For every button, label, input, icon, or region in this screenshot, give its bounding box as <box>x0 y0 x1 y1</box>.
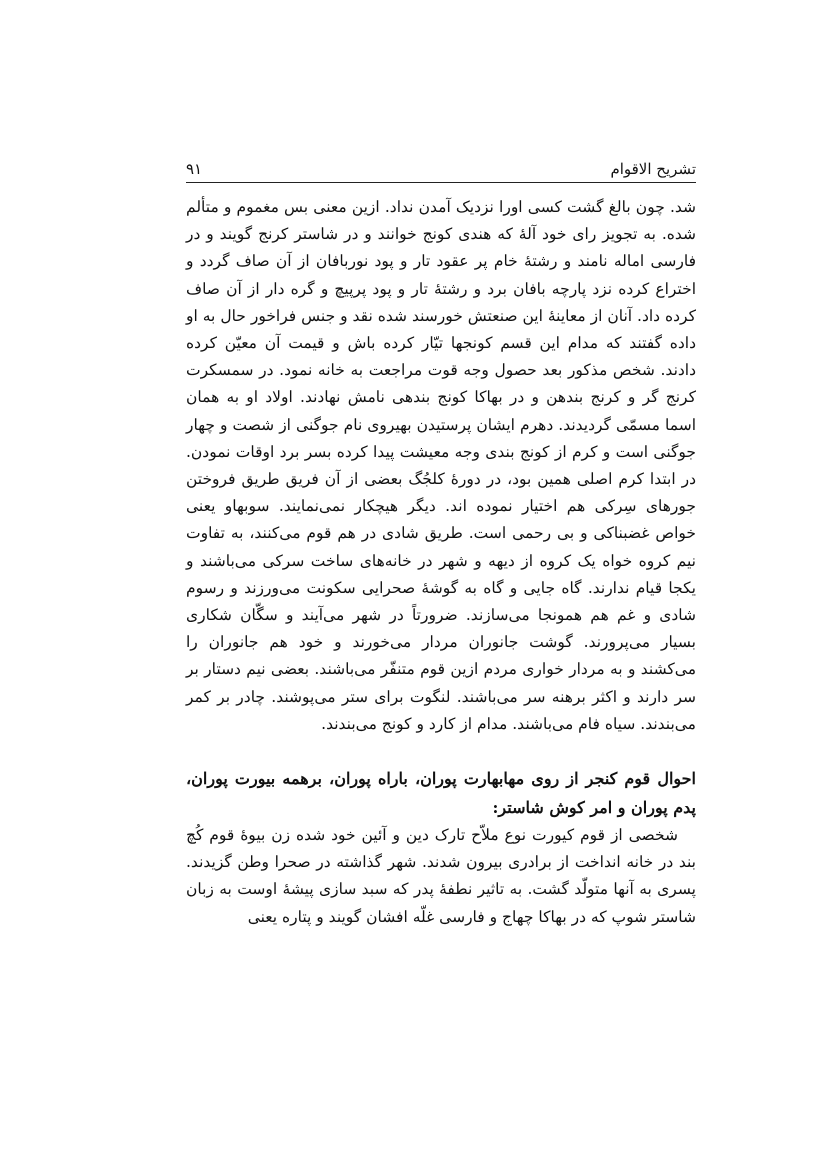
page-number: ۹۱ <box>186 160 203 178</box>
section-heading: احوال قوم کنجر از روی مهابهارت پوران، باراه پوران، برهمه بیورت پوران، پدم پوران و امر کوش شاستر: <box>186 769 696 818</box>
running-title: تشریح الاقوام <box>610 160 696 178</box>
running-header <box>186 148 696 183</box>
body-paragraph: شد. چون بالغ گشت کسی اورا نزدیک آمدن نداد. ازین معنی بس مغموم و متألم شده. به تجویز رای خود آلهٔ که هندی کونج خوانند و در شاستر کرنج گویند و در فارسی اماله نامند و رشتهٔ خام پر عقود تار و پود نوربافان از آن صاف گردد و اختراع کرده نزد پارچه بافان برد و رشتهٔ تار و پود پرپیچ و گره دار از آن صاف کرده داد. آنان از معاینهٔ این صنعتش خورسند شده نقد و جنس فراخور حال به او داده گفتند که مدام این قسم کونجها تیّار کرده باش و قیمت آن معیّن کرده دادند. شخص مذکور بعد حصول وجه قوت مراجعت به خانه نمود. در سمسکرت کرنج گر و کرنج بندهن و در بهاکا کونج بندهی نامش نهادند. اولاد او به همان اسما مسمّی گردیدند. دهرم ایشان پرستیدن بهیروی نام جوگنی از شصت و چهار جوگنی است و کرم از کونج بندی وجه معیشت پیدا کرده بسر برد اوقات نمودن. در ابتدا کرم اصلی همین بود، در دورهٔ کلجُگ بعضی از آن فریق طریق فروختن جورهای سِرکی هم اختیار نموده اند. دیگر هیچکار نمی‌نمایند. سوبهاو یعنی خواص غضبناکی و بی رحمی است. طریق شادی در هم قوم می‌کنند، به تفاوت نیم کروه خواه یک کروه از دیهه و شهر در خانه‌های ساخت سرکی می‌باشند و یکجا قیام ندارند. گاه جایی و گاه به گوشهٔ صحرایی سکونت می‌ورزند و رسوم شادی و غم هم همونجا می‌سازند. ضرورتاً در شهر می‌آیند و سگّان شکاری بسیار می‌پرورند. گوشت جانوران مردار می‌خورند و خود هم جانوران را می‌کشند و به مردار خواری مردم ازین قوم متنفّر می‌باشند. بعضی نیم دستار بر سر دارند و اکثر برهنه سر می‌باشند. لنگوت برای ستر می‌پوشند. چادر بر کمر می‌بندند. سیاه فام می‌باشند. مدام از کارد و کونج می‌بندند. <box>186 198 696 733</box>
page-body <box>186 194 696 931</box>
body-paragraph: شخصی از قوم کیورت نوع ملاّح تارک دین و آئین خود شده زن بیوهٔ قوم کُچ بند در خانه انداخت از برادری بیرون شدند. شهر گذاشته در صحرا وطن گزیدند. پسری به آنها متولّد گشت. به تاثیر نطفهٔ پدر که سبد سازی پیشهٔ اوست به زبان شاستر شوپ که در بهاکا چهاج و فارسی غلّه افشان گویند و پتاره یعنی <box>186 826 696 926</box>
